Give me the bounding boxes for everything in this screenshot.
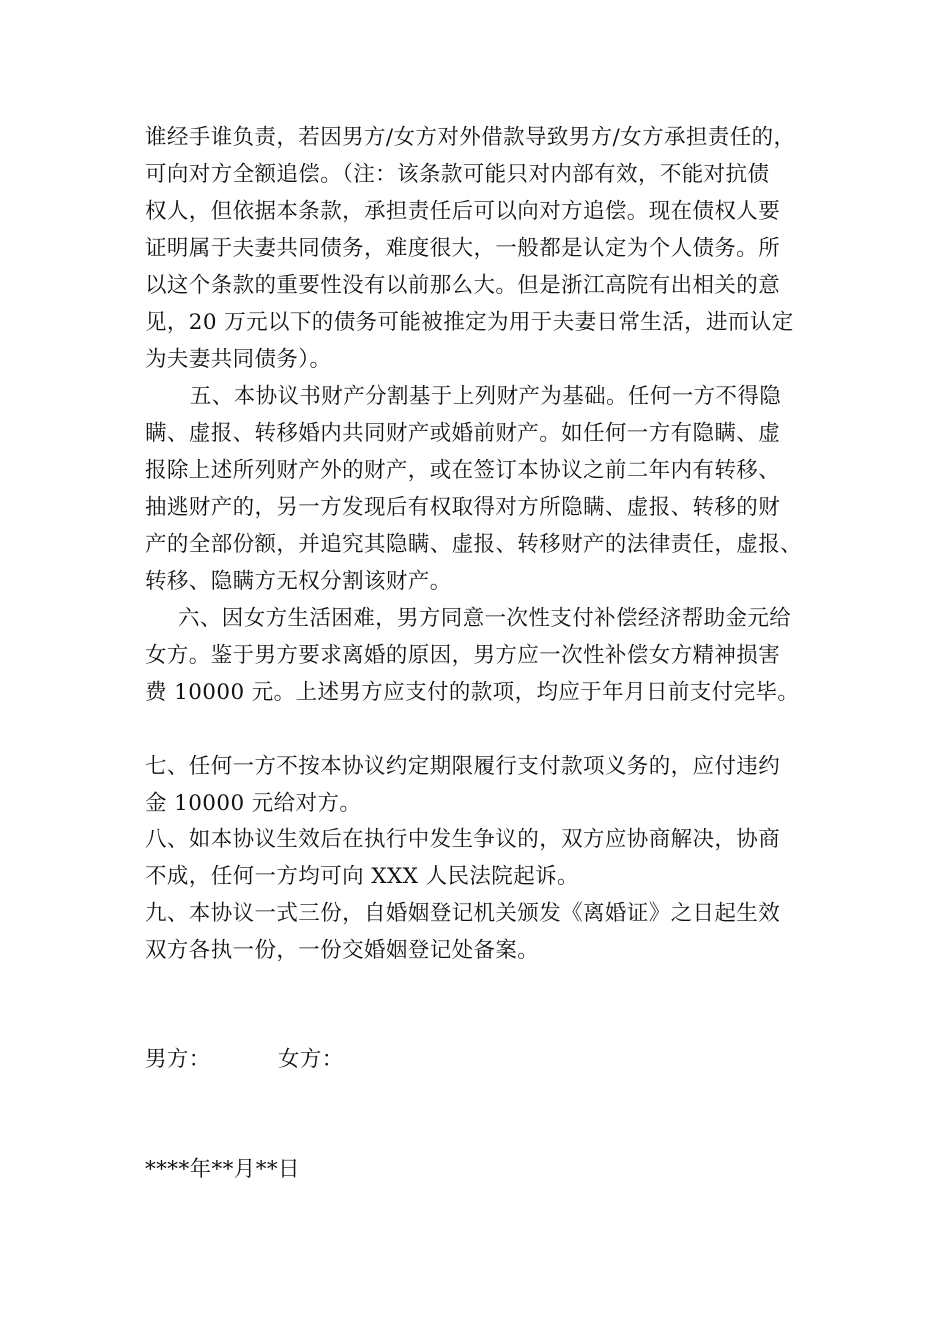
text-line: 不成，任何一方均可向 XXX 人民法院起诉。 (145, 864, 579, 889)
clause-nine-first-line: 九、本协议一式三份，自婚姻登记机关颁发《离婚证》之日起生效 (145, 901, 781, 926)
text-line: 抽逃财产的，另一方发现后有权取得对方所隐瞒、虚报、转移的财 (145, 495, 781, 520)
clause-six-first-line: 六、因女方生活困难，男方同意一次性支付补偿经济帮助金元给 (178, 606, 792, 631)
text-line: 以这个条款的重要性没有以前那么大。但是浙江高院有出相关的意 (145, 273, 781, 298)
clause-eight-first-line: 八、如本协议生效后在执行中发生争议的，双方应协商解决，协商 (145, 827, 781, 852)
text-line: 谁经手谁负责，若因男方/女方对外借款导致男方/女方承担责任的， (145, 125, 796, 150)
text-line: 产的全部份额，并追究其隐瞒、虚报、转移财产的法律责任，虚报、 (145, 532, 803, 557)
text-line: 权人，但依据本条款，承担责任后可以向对方追偿。现在债权人要 (145, 199, 781, 224)
text-line: 费 10000 元。上述男方应支付的款项，均应于年月日前支付完毕。 (145, 680, 800, 705)
text-line: 双方各执一份，一份交婚姻登记处备案。 (145, 938, 540, 963)
text-line: 转移、隐瞒方无权分割该财产。 (145, 569, 452, 594)
text-line: 为夫妻共同债务）。 (145, 347, 332, 372)
text-line: 瞒、虚报、转移婚内共同财产或婚前财产。如任何一方有隐瞒、虚 (145, 421, 781, 446)
clause-seven-first-line: 七、任何一方不按本协议约定期限履行支付款项义务的，应付违约 (145, 754, 781, 779)
text-line: 可向对方全额追偿。（注：该条款可能只对内部有效，不能对抗债 (145, 162, 770, 187)
clause-five-first-line: 五、本协议书财产分割基于上列财产为基础。任何一方不得隐 (168, 384, 782, 409)
text-line: 证明属于夫妻共同债务，难度很大，一般都是认定为个人债务。所 (145, 236, 781, 261)
signing-date: ****年**月**日 (145, 1157, 300, 1182)
text-line: 见，20 万元以下的债务可能被推定为用于夫妻日常生活，进而认定 (145, 310, 794, 335)
text-line: 金 10000 元给对方。 (145, 791, 362, 816)
female-signature-label: 女方： (278, 1047, 344, 1072)
text-line: 女方。鉴于男方要求离婚的原因，男方应一次性补偿女方精神损害 (145, 643, 781, 668)
text-line: 报除上述所列财产外的财产，或在签订本协议之前二年内有转移、 (145, 458, 781, 483)
male-signature-label: 男方： (145, 1047, 211, 1072)
